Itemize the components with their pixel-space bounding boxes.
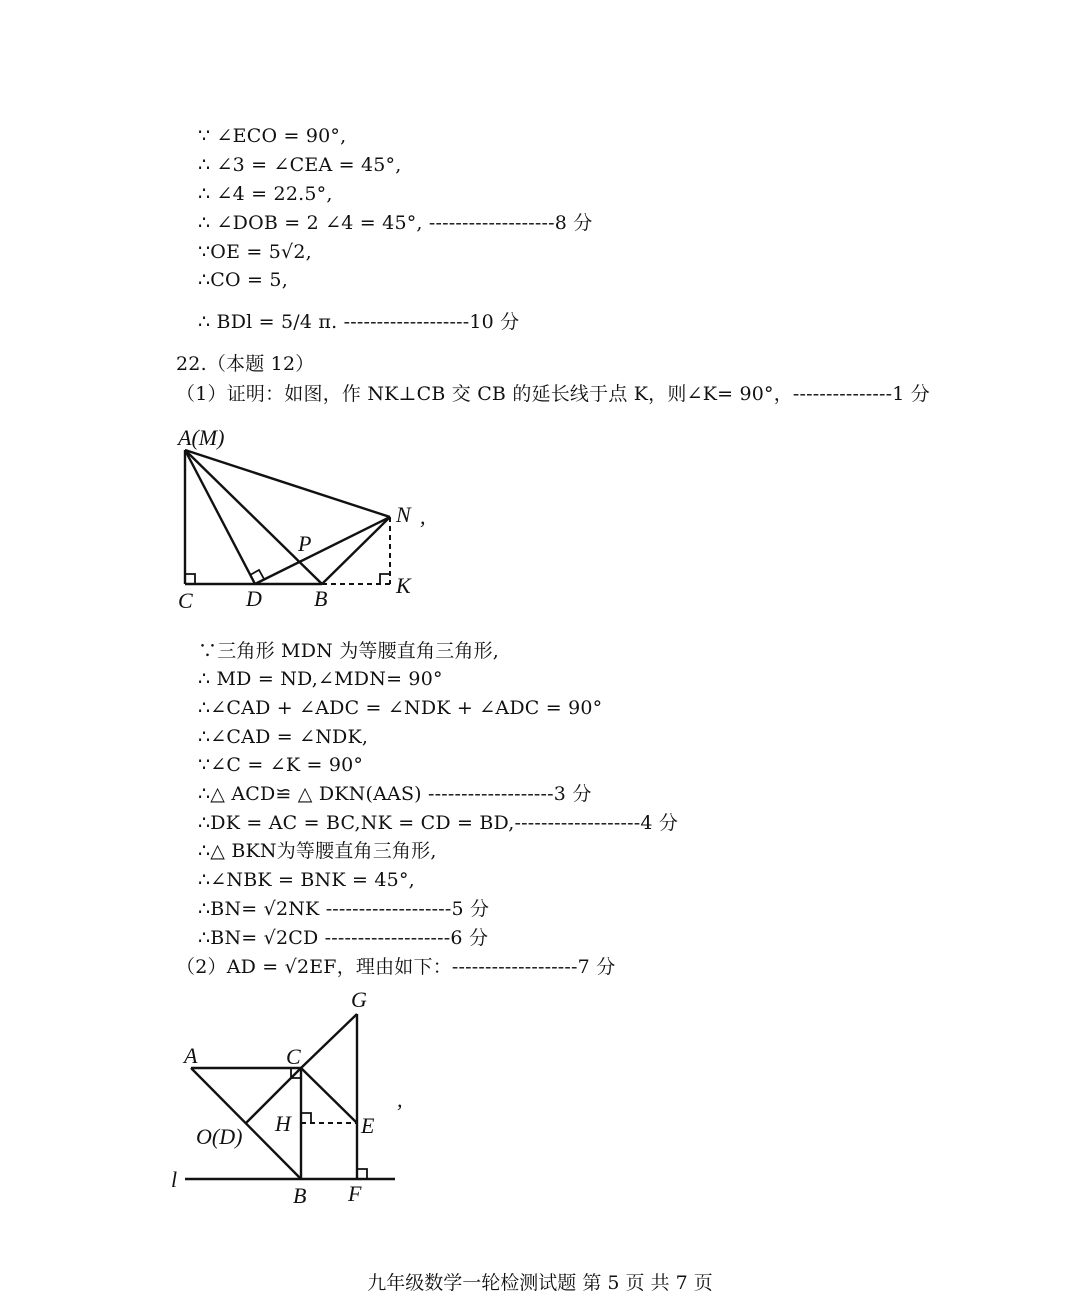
fig2-label-l: l [171,1167,178,1192]
proof-line-5: ∵OE = 5√2, [198,241,312,263]
question-22-title: 22.（本题 12） [176,353,315,375]
fig2-label-G: G [351,987,367,1012]
fig1-label-D: D [246,586,262,611]
proof2-line-12: （2）AD = √2EF，理由如下：-------------------7 分 [176,956,616,978]
fig2-line-CO [246,1068,301,1123]
fig1-right-angle-K [380,574,390,584]
fig1-label-C: C [178,588,193,613]
fig2-label-suffix: , [397,1087,403,1112]
fig2-line-CG [301,1014,357,1068]
fig2-label-C: C [286,1044,301,1069]
proof2-line-6: ∴△ ACD≌ △ DKN(AAS) -------------------3 分 [198,783,592,805]
fig1-line-AB [185,450,322,584]
proof-line-6: ∴CO = 5, [198,269,288,291]
proof2-line-2: ∴ MD = ND,∠MDN= 90° [198,668,443,690]
proof2-line-10: ∴BN= √2NK -------------------5 分 [198,898,490,920]
proof-line-3: ∴ ∠4 = 22.5°, [198,183,333,205]
proof2-line-1: ∵三角形 MDN 为等腰直角三角形, [198,640,500,662]
fig1-line-DN [255,517,390,584]
fig1-label-K: K [396,573,411,598]
page-footer: 九年级数学一轮检测试题 第 5 页 共 7 页 [367,1272,713,1294]
fig1-label-N-suffix: , [420,504,426,529]
figure-2 [165,985,425,1215]
figure-1 [170,425,450,615]
fig2-label-F: F [348,1181,362,1206]
proof2-line-9: ∴∠NBK = BNK = 45°, [198,869,415,891]
fig2-label-OD: O(D) [196,1124,243,1149]
proof2-line-8: ∴△ BKN为等腰直角三角形, [198,840,437,862]
proof2-line-7: ∴DK = AC = BC,NK = CD = BD,-------------------4 分 [198,812,679,834]
fig1-label-N: N [396,502,411,527]
fig2-right-angle-H [301,1113,311,1123]
question-22-intro: （1）证明：如图，作 NK⊥CB 交 CB 的延长线于点 K，则∠K= 90°，---------------1 分 [176,383,930,405]
fig2-label-A: A [184,1043,198,1068]
fig2-line-CE [301,1068,357,1123]
fig1-label-P: P [298,531,312,556]
fig2-label-E: E [361,1113,375,1138]
proof-line-1: ∵ ∠ECO = 90°, [198,125,347,147]
proof2-line-4: ∴∠CAD = ∠NDK, [198,726,369,748]
proof-line-4: ∴ ∠DOB = 2 ∠4 = 45°, -------------------8 分 [198,212,593,234]
fig2-label-H: H [275,1111,291,1136]
fig2-label-B: B [293,1183,307,1208]
proof2-line-5: ∵∠C = ∠K = 90° [198,754,364,776]
proof-line-7: ∴ BDl = 5/4 π. -------------------10 分 [198,311,520,333]
fig1-label-A: A(M) [178,425,225,450]
proof-line-2: ∴ ∠3 = ∠CEA = 45°, [198,154,402,176]
fig1-right-angle-C [185,574,195,584]
proof2-line-3: ∴∠CAD + ∠ADC = ∠NDK + ∠ADC = 90° [198,697,603,719]
fig2-right-angle-F [357,1169,367,1179]
fig1-label-B: B [314,586,328,611]
proof2-line-11: ∴BN= √2CD -------------------6 分 [198,927,489,949]
